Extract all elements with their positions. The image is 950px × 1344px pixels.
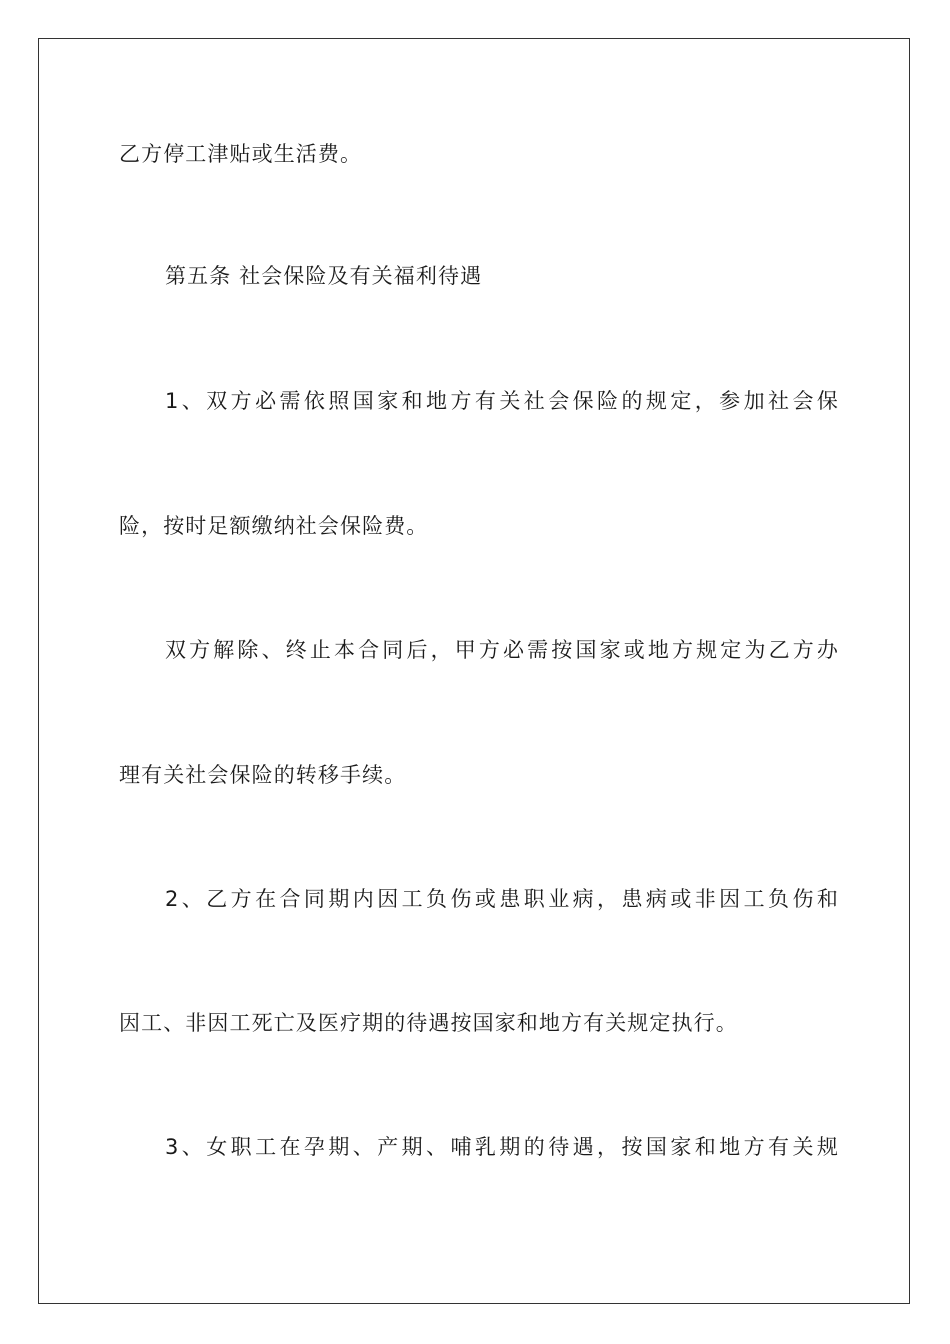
section-heading: 第五条 社会保险及有关福利待遇 bbox=[165, 264, 483, 288]
paragraph-line-7: 2、乙方在合同期内因工负伤或患职业病，患病或非因工负伤和 bbox=[165, 887, 839, 911]
paragraph-line-3: 1、双方必需依照国家和地方有关社会保险的规定，参加社会保 bbox=[165, 389, 839, 413]
paragraph-line-4: 险，按时足额缴纳社会保险费。 bbox=[119, 514, 429, 538]
paragraph-line-5: 双方解除、终止本合同后，甲方必需按国家或地方规定为乙方办 bbox=[165, 638, 839, 662]
document-page bbox=[38, 38, 910, 1304]
paragraph-line-9: 3、女职工在孕期、产期、哺乳期的待遇，按国家和地方有关规 bbox=[165, 1135, 839, 1159]
paragraph-line-6: 理有关社会保险的转移手续。 bbox=[119, 763, 407, 787]
paragraph-line-1: 乙方停工津贴或生活费。 bbox=[119, 142, 363, 166]
paragraph-line-8: 因工、非因工死亡及医疗期的待遇按国家和地方有关规定执行。 bbox=[119, 1011, 738, 1035]
